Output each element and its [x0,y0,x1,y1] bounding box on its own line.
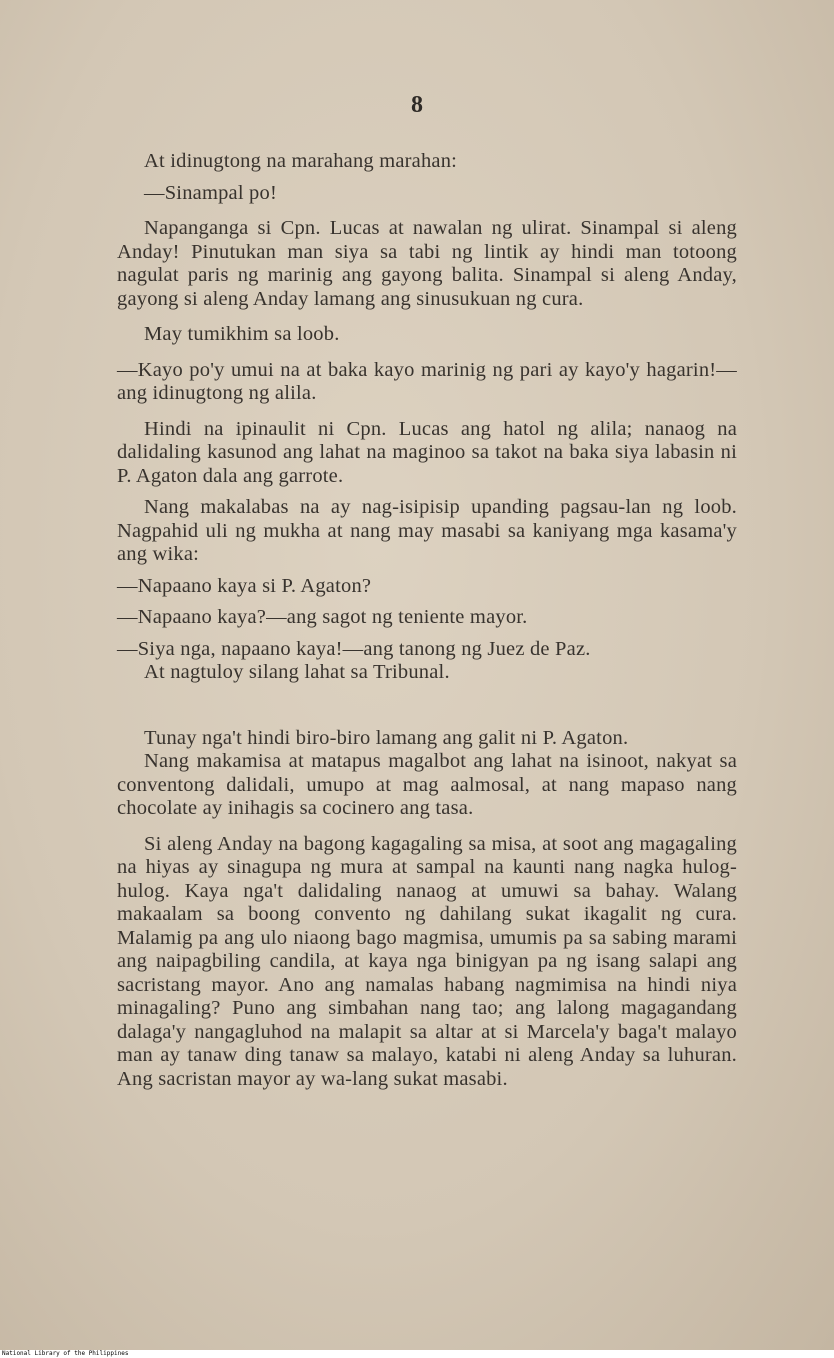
paragraph-12: Tunay nga't hindi biro-biro lamang ang galit ni P. Agaton. [144,726,629,749]
body-text [117,150,737,1091]
paragraph-14: Si aleng Anday na bagong kagagaling sa misa, at soot ang magagaling na hiyas ay sinagupa ng mura at sampal na kaunti nang nagka hulog-hulog. Kaya nga't dalidaling nanaog at umuwi sa bahay. Walang makaalam sa boong convento ng dahilang sukat ikagalit ng cura. Malamig pa ang ulo niaong bago magmisa, umumis pa sa sabing marami ang naipagbiling candila, at kaya nga binigyan pa ng isang salapi ang sacristang mayor. Ano ang namalas habang nagmimisa na hindi niya minagaling? Puno ang simbahan nang tao; ang lalong magagandang dalaga'y nangagluhod na malapit sa altar at si Marcela'y baga't malayo man ay tanaw ding tanaw sa malayo, katabi ni aleng Anday sa luhuran. Ang sacristan mayor ay wa-lang sukat masabi. [117,832,737,1090]
paragraph-3: Napanganga si Cpn. Lucas at nawalan ng ulirat. Sinampal si aleng Anday! Pinutukan man siya sa tabi ng lintik ay hindi man totoong nagulat paris ng marinig ang gayong balita. Sinampal si aleng Anday, gayong si aleng Anday lamang ang sinusukuan ng cura. [117,217,737,310]
paragraph-13: Nang makamisa at matapus magalbot ang lahat na isinoot, nakyat sa conventong dalidali, umupo at mag aalmosal, at nang mapaso nang chocolate ay inihagis sa cocinero ang tasa. [117,750,737,819]
paragraph-7: Nang makalabas na ay nag-isipisip upanding pagsau-lan ng loob. Nagpahid uli ng mukha at nang may masabi sa kaniyang mga kasama'y ang wika: [117,496,737,565]
footer-credit: National Library of the Philippines [2,1350,129,1357]
paragraph-4: May tumikhim sa loob. [144,323,340,345]
page-number: 8 [411,92,423,118]
footer-bar [0,1350,834,1358]
paragraph-11: At nagtuloy silang lahat sa Tribunal. [144,661,450,683]
paragraph-5: —Kayo po'y umui na at baka kayo marinig ng pari ay kayo'y hagarin!—ang idinugtong ng alila. [117,358,737,404]
paragraph-8: —Napaano kaya si P. Agaton? [117,574,372,597]
paragraph-9: —Napaano kaya?—ang sagot ng teniente mayor. [117,606,528,628]
paragraph-1: At idinugtong na marahang marahan: [144,150,458,172]
paragraph-6: Hindi na ipinaulit ni Cpn. Lucas ang hatol ng alila; nanaog na dalidaling kasunod ang lahat na maginoo sa takot na baka siya labasin ni P. Agaton dala ang garrote. [117,417,737,487]
paragraph-10: —Siya nga, napaano kaya!—ang tanong ng Juez de Paz. [117,637,591,660]
paragraph-2: —Sinampal po! [144,181,277,204]
